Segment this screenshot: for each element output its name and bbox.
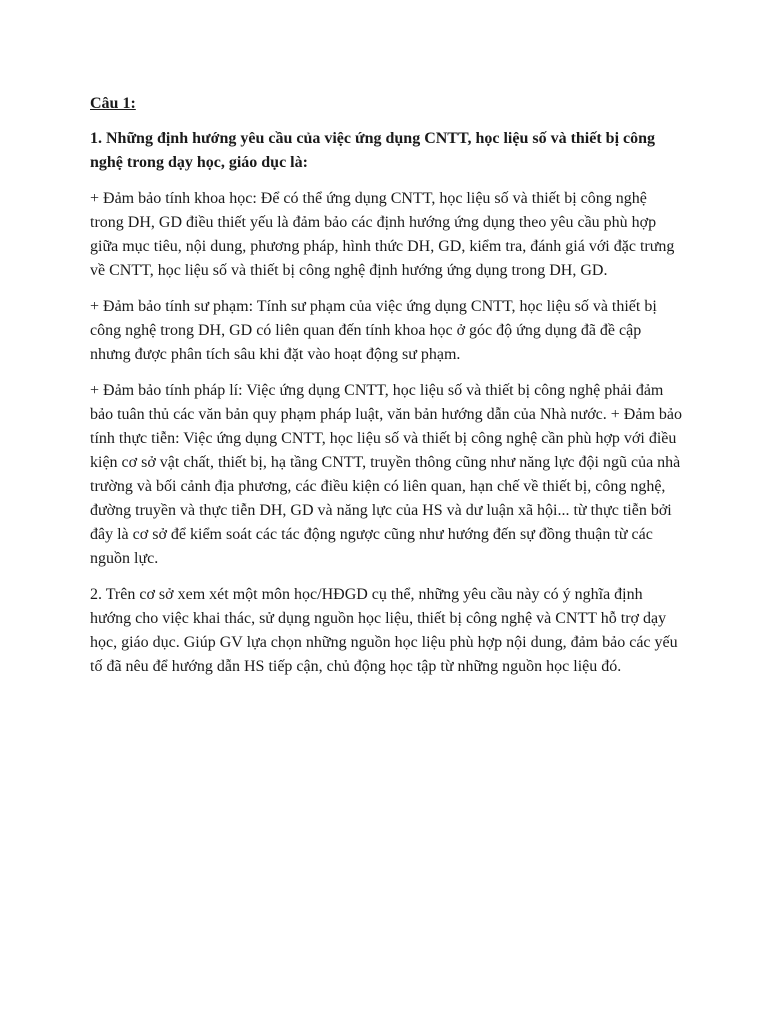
section-heading: Câu 1: (90, 95, 136, 112)
paragraph-pedagogical: + Đảm bảo tính sư phạm: Tính sư phạm của việc ứng dụng CNTT, học liệu số và thiết bị công nghệ trong DH, GD có liên quan đến tính khoa học ở góc độ ứng dụng đã đề cập nhưng được phân tích sâu khi đặt vào hoạt động sư phạm. (90, 298, 657, 363)
document-page (90, 92, 682, 691)
question-text: 1. Những định hướng yêu cầu của việc ứng dụng CNTT, học liệu số và thiết bị công nghệ trong dạy học, giáo dục là: (90, 130, 656, 171)
paragraph-answer-2: 2. Trên cơ sở xem xét một môn học/HĐGD cụ thể, những yêu cầu này có ý nghĩa định hướng cho việc khai thác, sử dụng nguồn học liệu, thiết bị công nghệ và CNTT hỗ trợ dạy học, giáo dục. Giúp GV lựa chọn những nguồn học liệu phù hợp nội dung, đảm bảo các yếu tố đã nêu để hướng dẫn HS tiếp cận, chủ động học tập từ những nguồn học liệu đó. (90, 586, 678, 675)
paragraph-scientific: + Đảm bảo tính khoa học: Để có thể ứng dụng CNTT, học liệu số và thiết bị công nghệ trong DH, GD điều thiết yếu là đảm bảo các định hướng ứng dụng theo yêu cầu phù hợp giữa mục tiêu, nội dung, phương pháp, hình thức DH, GD, kiểm tra, đánh giá với đặc trưng về CNTT, học liệu số và thiết bị công nghệ định hướng ứng dụng trong DH, GD. (90, 190, 675, 279)
paragraph-legal-practical: + Đảm bảo tính pháp lí: Việc ứng dụng CNTT, học liệu số và thiết bị công nghệ phải đảm bảo tuân thủ các văn bản quy phạm pháp luật, văn bản hướng dẫn của Nhà nước. + Đảm bảo tính thực tiễn: Việc ứng dụng CNTT, học liệu số và thiết bị công nghệ cần phù hợp với điều kiện cơ sở vật chất, thiết bị, hạ tầng CNTT, truyền thông cũng như năng lực đội ngũ của nhà trường và bối cảnh địa phương, các điều kiện có liên quan, hạn chế về thiết bị, công nghệ, đường truyền và thực tiễn DH, GD và năng lực của HS và dư luận xã hội... từ thực tiễn bởi đây là cơ sở để kiểm soát các tác động ngược cũng như hướng đến sự đồng thuận từ các nguồn lực. (90, 382, 682, 567)
